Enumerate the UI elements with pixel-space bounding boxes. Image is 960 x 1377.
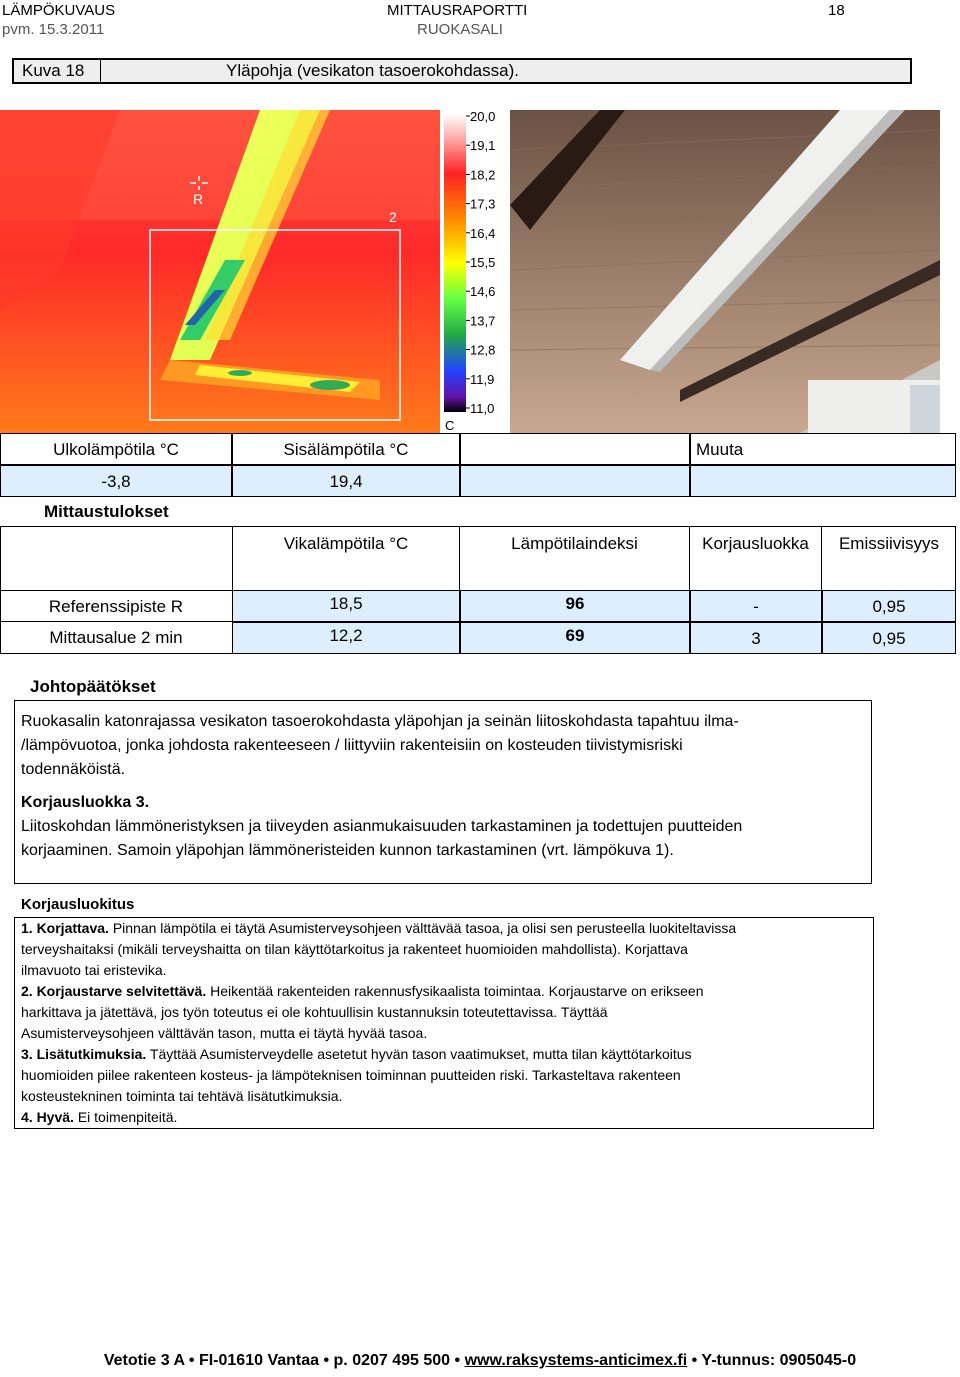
room-name: RUOKASALI [417, 21, 503, 38]
row-temp-index: 69 [460, 622, 690, 654]
row-temp-index: 96 [460, 590, 690, 622]
conclusion-line: todennäköistä. [21, 761, 126, 778]
scale-label: 15,5 [470, 255, 496, 270]
col-temp-index: Lämpötilaindeksi [460, 526, 690, 590]
class-4-line: 4. Hyvä. Ei toimenpiteitä. [21, 1109, 178, 1125]
conclusion-line: korjaaminen. Samoin yläpohjan lämmöneristeiden kunnon tarkastaminen (vrt. lämpökuva 1). [21, 842, 674, 859]
scale-label: 18,2 [470, 167, 496, 183]
classes-title: Korjausluokitus [21, 896, 135, 913]
temperature-scale [440, 110, 510, 433]
outdoor-temp-label: Ulkolämpötila °C [0, 433, 232, 465]
page-number: 18 [828, 2, 845, 19]
visual-photo [510, 110, 940, 433]
row-repair-class: 3 [690, 622, 822, 654]
class-2-line: Asumisterveysohjeen välttävän tason, mutta ei täytä hyvää tasoa. [21, 1025, 428, 1041]
thermal-image [0, 110, 440, 433]
other-label: Muuta [690, 433, 956, 465]
scale-label: 19,1 [470, 138, 496, 154]
indoor-temp-value: 19,4 [232, 465, 460, 497]
outdoor-temp-value: -3,8 [0, 465, 232, 497]
class-1-line: 1. Korjattava. Pinnan lämpötila ei täytä Asumisterveysohjeen välttävää tasoa, ja olisi sen perusteella luokiteltavissa [21, 920, 737, 936]
conclusion-line: /lämpövuotoa, jonka johdosta rakenteeseen / liittyviin rakenteisiin on kosteuden tiivistymisriski [21, 737, 683, 754]
col-emissivity: Emissiivisyys [838, 534, 940, 553]
class-2-line: harkittava ja jätettävä, jos työn toteutus ei ole kohtuullisin kustannuksin toteutettavissa. Täyttää [21, 1004, 608, 1020]
class-3-line: huomioiden piilee rakenteen kosteus- ja lämpöteknisen toiminnan puutteiden riski. Tarkasteltava rakenteen [21, 1067, 681, 1083]
results-title: Mittaustulokset [44, 502, 169, 521]
report-title: MITTAUSRAPORTTI [387, 2, 528, 19]
col-repair-class: Korjausluokka [690, 526, 822, 590]
caption-text: Yläpohja (vesikaton tasoerokohdassa). [226, 61, 519, 80]
footer-phone: p. 0207 495 500 [333, 1352, 451, 1369]
report-type: LÄMPÖKUVAUS [2, 2, 116, 19]
scale-label: 17,3 [470, 196, 496, 212]
image-caption [12, 58, 912, 84]
row-defect-temp: 12,2 [232, 622, 460, 654]
row-repair-class: - [690, 590, 822, 622]
caption-label: Kuva 18 [22, 61, 85, 80]
class-1-line: terveyshaitaksi (mikäli terveyshaitta on tilan käyttötarkoitus ja rakenteet huomioiden mahdollista). Korjattava [21, 941, 688, 957]
reference-marker: R [193, 191, 204, 207]
scale-label: 12,8 [470, 342, 496, 358]
footer-business-id: Y-tunnus: 0905045-0 [701, 1352, 857, 1369]
conclusions-title: Johtopäätökset [30, 677, 156, 696]
class-1-line: ilmavuoto tai eristevika. [21, 962, 167, 978]
scale-unit: C [445, 418, 455, 433]
indoor-temp-label: Sisälämpötila °C [232, 433, 460, 465]
class-3-line: 3. Lisätutkimuksia. Täyttää Asumisterveydelle asetetut hyvän tason vaatimukset, mutta tilan käyttötarkoitus [21, 1046, 692, 1062]
row-emissivity: 0,95 [822, 590, 956, 622]
footer-address: Vetotie 3 A [103, 1352, 185, 1369]
class-2-line: 2. Korjaustarve selvitettävä. Heikentää rakenteiden rakennusfysikaalista toimintaa. Korjaustarve on erikseen [21, 983, 704, 999]
footer-web-link[interactable]: www.raksystems-anticimex.fi [464, 1352, 688, 1369]
area-marker: 2 [389, 209, 397, 225]
row-emissivity: 0,95 [822, 622, 956, 654]
row-name: Mittausalue 2 min [49, 628, 183, 647]
conclusion-class: Korjausluokka 3. [21, 794, 150, 811]
row-defect-temp: 18,5 [232, 590, 460, 622]
scale-label: 11,9 [470, 371, 495, 387]
report-date: pvm. 15.3.2011 [2, 21, 105, 38]
scale-label: 11,0 [470, 401, 495, 416]
footer: Vetotie 3 A • FI-01610 Vantaa • p. 0207 495 500 • www.raksystems-anticimex.fi • Y-tunnus: 0905045-0 [103, 1352, 857, 1369]
scale-label: 14,6 [470, 284, 496, 300]
footer-city: FI-01610 Vantaa [198, 1352, 320, 1369]
conclusion-line: Ruokasalin katonrajassa vesikaton tasoerokohdasta yläpohjan ja seinän liitoskohdasta tapahtuu ilma- [21, 713, 739, 730]
class-3-line: kosteustekninen toiminta tai tehtävä lisätutkimuksia. [21, 1088, 343, 1104]
scale-label: 13,7 [470, 313, 496, 329]
scale-label: 16,4 [470, 225, 496, 241]
scale-label: 20,0 [470, 110, 496, 124]
col-defect-temp: Vikalämpötila °C [232, 526, 460, 590]
conclusion-line: Liitoskohdan lämmöneristyksen ja tiiveyden asianmukaisuuden tarkastaminen ja todettujen puutteiden [21, 818, 743, 835]
row-name: Referenssipiste R [0, 590, 232, 622]
